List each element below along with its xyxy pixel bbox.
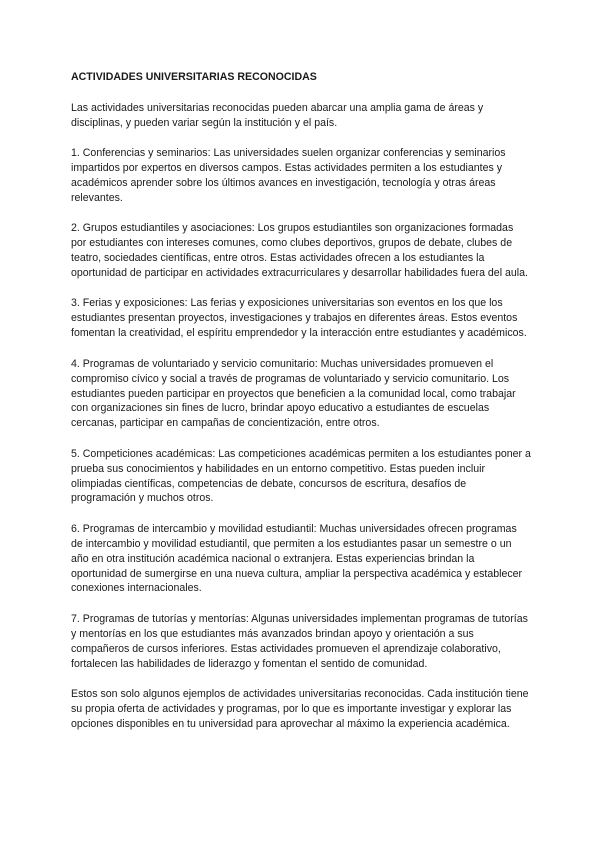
- intro-paragraph: Las actividades universitarias reconocidas pueden abarcar una amplia gama de áreas y disciplinas, y pueden variar según la institución y el país.: [71, 101, 484, 129]
- list-item-tutorias: 7. Programas de tutorías y mentorías: Algunas universidades implementan programas de tutorías y mentorías en los que estudiantes más avanzados brindan apoyo y orientación a sus compañeros de cursos inferiores. Estas actividades promueven el aprendizaje colaborativo, fortalecen las habilidades de liderazgo y fomentan el sentido de comunidad.: [71, 612, 528, 670]
- conclusion-paragraph: Estos son solo algunos ejemplos de actividades universitarias reconocidas. Cada institución tiene su propia oferta de actividades y programas, por lo que es importante investigar y explorar las opciones disponibles en tu universidad para aprovechar al máximo la experiencia académica.: [71, 688, 529, 730]
- list-item-grupos-estudiantiles: 2. Grupos estudiantiles y asociaciones: Los grupos estudiantiles son organizaciones formadas por estudiantes con intereses comunes, como clubes deportivos, grupos de debate, clubes de teatro, sociedades científicas, entre otros. Estas actividades ofrecen a los estudiantes la oportunidad de participar en actividades extracurriculares y desarrollar habilidades fuera del aula.: [71, 222, 528, 280]
- list-item-competiciones: 5. Competiciones académicas: Las competiciones académicas permiten a los estudiantes poner a prueba sus conocimientos y habilidades en un entorno competitivo. Estas pueden incluir olimpiadas científicas, competencias de debate, concursos de escritura, desafíos de programación y muchos otros.: [71, 447, 531, 505]
- list-item-voluntariado: 4. Programas de voluntariado y servicio comunitario: Muchas universidades promueven el compromiso cívico y social a través de programas de voluntariado y servicio comunitario. Los estudiantes pueden participar en proyectos que beneficien a la comunidad local, como trabajar con organizaciones sin fines de lucro, brindar apoyo educativo a estudiantes de escuelas cercanas, participar en campañas de concientización, entre otros.: [71, 357, 516, 430]
- list-item-ferias: 3. Ferias y exposiciones: Las ferias y exposiciones universitarias son eventos en los que los estudiantes presentan proyectos, investigaciones y trabajos en diferentes áreas. Estos eventos fomentan la creatividad, el espíritu emprendedor y la interacción entre estudiantes y académicos.: [71, 297, 527, 340]
- list-item-intercambio: 6. Programas de intercambio y movilidad estudiantil: Muchas universidades ofrecen programas de intercambio y movilidad estudiantil, que permiten a los estudiantes pasar un semestre o un año en otra institución académica nacional o extranjera. Estas experiencias brindan la oportunidad de sumergirse en una nueva cultura, ampliar la perspectiva académica y establecer conexiones internacionales.: [71, 522, 523, 595]
- document-body: [71, 70, 531, 747]
- list-item-conferencias: 1. Conferencias y seminarios: Las universidades suelen organizar conferencias y seminarios impartidos por expertos en diversos campos. Estas actividades permiten a los estudiantes y académicos aprender sobre los últimos avances en investigación, tecnología y otras áreas relevantes.: [71, 147, 506, 204]
- document-title: ACTIVIDADES UNIVERSITARIAS RECONOCIDAS: [71, 71, 317, 83]
